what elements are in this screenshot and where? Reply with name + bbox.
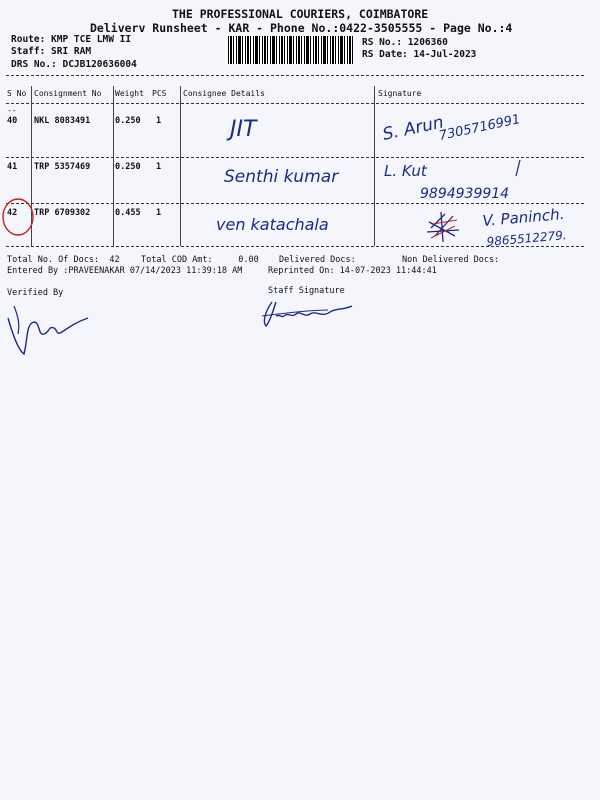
header-consignee: Consignee Details (183, 89, 265, 98)
verified-by-label: Verified By (7, 288, 64, 298)
entered-by: Entered By :PRAVEENAKAR 07/14/2023 11:39:18 AM (7, 266, 243, 276)
row-weight: 0.250 (115, 116, 141, 126)
consignee-handwriting (200, 108, 360, 148)
row-sno: 40 (7, 116, 18, 126)
consignee-handwriting-text: Senthi kumar (224, 167, 339, 187)
signature-handwriting-name: S. Arun (380, 112, 446, 145)
row-weight: 0.250 (115, 162, 141, 172)
signature-handwriting-phone: 9894939914 (420, 186, 510, 202)
header-weight: Weight (115, 89, 144, 98)
header-signature: Signature (378, 89, 422, 98)
non-delivered-docs: Non Delivered Docs: (402, 255, 500, 265)
signature-handwriting (425, 206, 585, 250)
red-circle-mark (0, 198, 40, 240)
column-rule (180, 86, 181, 246)
divider (6, 203, 584, 204)
column-rule (113, 86, 114, 246)
rs-date: RS Date: 14-Jul-2023 (362, 49, 477, 60)
delivered-docs: Delivered Docs: (279, 255, 356, 265)
signature-handwriting (380, 158, 580, 204)
row-sno: 41 (7, 162, 18, 172)
total-docs: Total No. Of Docs: 42 (7, 255, 120, 265)
row-prefix: -- (7, 106, 17, 115)
row-consignment: TRP 6709302 (34, 208, 91, 218)
barcode (228, 36, 354, 64)
consignee-handwriting (212, 208, 362, 238)
signature-handwriting-name: L. Kut (384, 162, 427, 180)
consignee-handwriting-text: JIT (230, 117, 257, 142)
route-label: Route: KMP TCE LMW II (11, 34, 132, 45)
row-consignment: TRP 5357469 (34, 162, 91, 172)
drs-number: DRS No.: DCJB120636004 (11, 59, 137, 70)
row-sno: 42 (7, 208, 18, 218)
rs-number: RS No.: 1206360 (362, 37, 448, 48)
signature-handwriting (380, 104, 580, 154)
row-pcs: 1 (156, 208, 162, 218)
header-consignment: Consignment No (34, 89, 102, 98)
reprinted-on: Reprinted On: 14-07-2023 11:44:41 (268, 266, 437, 276)
company-name: THE PROFESSIONAL COURIERS, COIMBATORE (172, 7, 429, 21)
row-weight: 0.455 (115, 208, 141, 218)
row-consignment: NKL 8083491 (34, 116, 91, 126)
row-pcs: 1 (156, 162, 162, 172)
signature-handwriting-name: V. Paninch. (481, 204, 566, 230)
runsheet-title: Deliverv Runsheet - KAR - Phone No.:0422-3505555 - Page No.:4 (90, 21, 513, 35)
header-sno: S No (7, 89, 27, 98)
verified-signature-scribble (4, 298, 94, 358)
consignee-handwriting (220, 160, 370, 190)
divider (6, 75, 584, 76)
header-pcs: PCS (152, 89, 167, 98)
column-rule (374, 86, 375, 246)
staff-signature-label: Staff Signature (268, 286, 345, 296)
divider (6, 246, 584, 247)
staff-label: Staff: SRI RAM (11, 46, 92, 57)
consignee-handwriting-text: ven katachala (216, 215, 329, 234)
row-pcs: 1 (156, 116, 162, 126)
signature-handwriting-phone: 9865512279. (486, 228, 568, 249)
staff-signature-scribble (258, 296, 358, 332)
signature-handwriting-phone: 7305716991 (437, 112, 522, 144)
total-cod: Total COD Amt: 0.00 (141, 255, 259, 265)
